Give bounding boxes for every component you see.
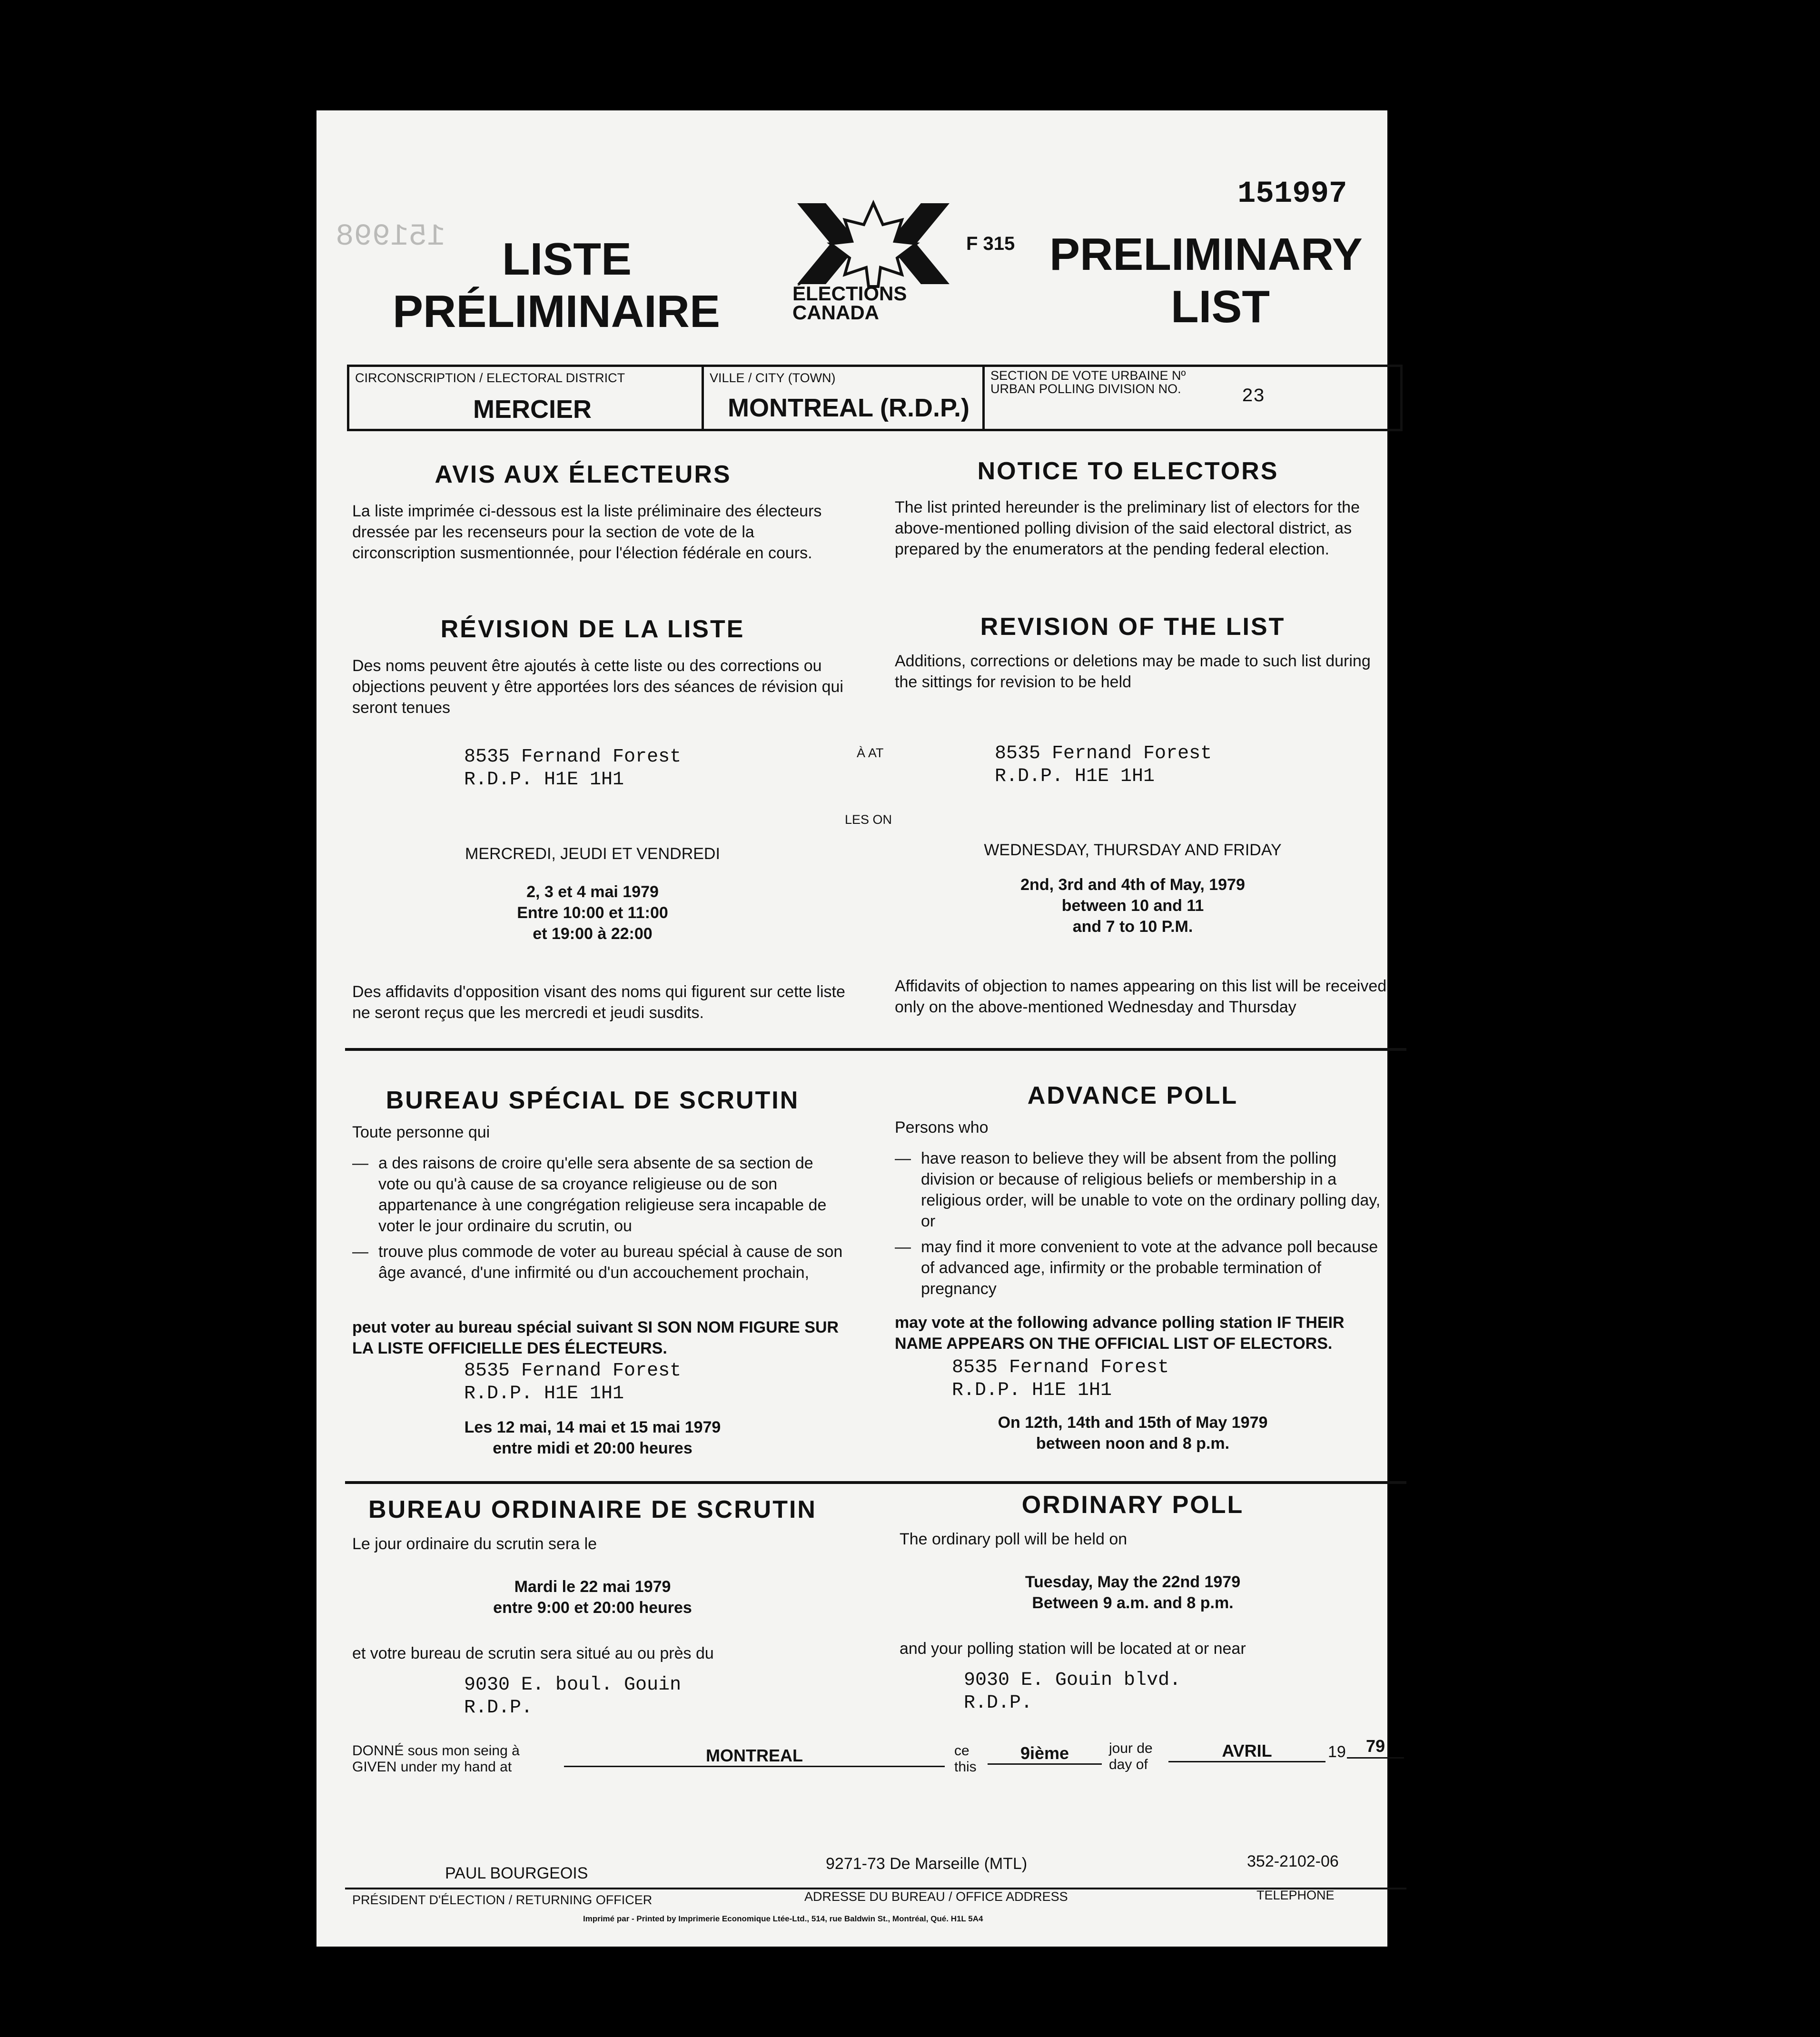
header-fields <box>347 365 1403 431</box>
city-cell <box>704 367 985 429</box>
revision-hours2-en: and 7 to 10 P.M. <box>1072 918 1193 936</box>
notice-heading-en: NOTICE TO ELECTORS <box>977 457 1279 485</box>
advance-item1-fr: — a des raisons de croire qu'elle sera absente de sa section de vote ou qu'à cause de sa croyance religieuse ou de son appartenance à une congrégation religieuse sera incapable de voter le jour ordinaire du scrutin, ou <box>352 1154 827 1235</box>
district-value: MERCIER <box>473 395 592 424</box>
office-label: ADRESSE DU BUREAU / OFFICE ADDRESS <box>804 1889 1068 1904</box>
division-cell <box>985 367 1400 429</box>
revision-text-en: Additions, corrections or deletions may be made to such list during the sittings for revision to be held <box>895 652 1371 691</box>
revision-hours2-fr: et 19:00 à 22:00 <box>533 925 653 943</box>
division-value: 23 <box>1242 386 1265 407</box>
day-line <box>988 1740 1102 1765</box>
jour-de-label: jour de <box>1109 1740 1153 1756</box>
advance-address-en-line2: R.D.P. H1E 1H1 <box>952 1380 1112 1401</box>
month-value: AVRIL <box>1222 1741 1272 1760</box>
ordinary-hours-fr: entre 9:00 et 20:00 heures <box>493 1599 692 1617</box>
affidavit-text-en: Affidavits of objection to names appearing on this list will be received only on the above-mentioned Wednesday and Thursday <box>895 977 1387 1016</box>
revision-dates-fr: 2, 3 et 4 mai 1979 <box>526 883 659 901</box>
ordinary-date-en: Tuesday, May the 22nd 1979 <box>1025 1573 1241 1591</box>
advance-item2-fr: — trouve plus commode de voter au bureau spécial à cause de son âge avancé, d'une infirmité ou d'un accouchement prochain, <box>352 1243 843 1282</box>
form-code: F 315 <box>966 233 1015 254</box>
officer-label: PRÉSIDENT D'ÉLECTION / RETURNING OFFICER <box>352 1893 653 1907</box>
day-value: 9ième <box>1020 1743 1069 1763</box>
revision-address-en-line2: R.D.P. H1E 1H1 <box>995 766 1155 787</box>
advance-hours-fr: entre midi et 20:00 heures <box>493 1439 692 1457</box>
notice-text-fr: La liste imprimée ci-dessous est la liste préliminaire des électeurs dressée par les recenseurs pour la section de vote de la circonscription susmentionnée, pour l'élection fédérale en cours. <box>352 502 822 562</box>
title-fr-line2: PRÉLIMINAIRE <box>393 286 721 337</box>
ordinary-address-en-line1: 9030 E. Gouin blvd. <box>964 1670 1181 1691</box>
advance-closing-fr: peut voter au bureau spécial suivant SI SON NOM FIGURE SUR LA LISTE OFFICIELLE DES ÉLECTEURS. <box>352 1318 839 1357</box>
maple-leaf-x-icon <box>788 198 959 289</box>
notice-text-en: The list printed hereunder is the preliminary list of electors for the above-mentioned polling division of the said electoral district, as prepared by the enumerators at the pending federal election. <box>895 498 1360 558</box>
document-page <box>317 110 1387 1947</box>
year-line <box>1347 1734 1404 1759</box>
ordinary-heading-en: ORDINARY POLL <box>1021 1491 1244 1519</box>
city-value: MONTREAL (R.D.P.) <box>728 394 970 422</box>
title-fr-line1: LISTE <box>502 234 632 285</box>
revision-address-en-line1: 8535 Fernand Forest <box>995 743 1212 764</box>
district-cell <box>349 367 704 429</box>
section-divider-2 <box>345 1481 1406 1484</box>
logo-line2: CANADA <box>792 301 879 324</box>
title-en-line1: PRELIMINARY <box>1049 229 1363 280</box>
ordinary-station-fr: et votre bureau de scrutin sera situé au ou près du <box>352 1644 714 1662</box>
advance-closing-en: may vote at the following advance polling station IF THEIR NAME APPEARS ON THE OFFICIAL LIST OF ELECTORS. <box>895 1314 1345 1353</box>
advance-address-fr-line2: R.D.P. H1E 1H1 <box>464 1383 624 1404</box>
revision-hours1-en: between 10 and 11 <box>1061 897 1204 915</box>
advance-hours-en: between noon and 8 p.m. <box>1036 1434 1230 1453</box>
year-value: 79 <box>1365 1736 1385 1756</box>
city-label: VILLE / CITY (TOWN) <box>710 371 836 385</box>
ordinary-intro-fr: Le jour ordinaire du scrutin sera le <box>352 1535 597 1553</box>
given-label-en: GIVEN under my hand at <box>352 1759 512 1775</box>
ordinary-date-fr: Mardi le 22 mai 1979 <box>514 1578 671 1596</box>
revision-heading-en: REVISION OF THE LIST <box>980 613 1286 641</box>
advance-dates-fr: Les 12 mai, 14 mai et 15 mai 1979 <box>464 1418 721 1436</box>
ordinary-intro-en: The ordinary poll will be held on <box>900 1530 1128 1548</box>
printer-credit: Imprimé par - Printed by Imprimerie Economique Ltée-Ltd., 514, rue Baldwin St., Montréal, Qué. H1L 5A4 <box>583 1914 983 1923</box>
revision-address-fr-line2: R.D.P. H1E 1H1 <box>464 769 624 791</box>
serial-number-ghost: 151998 <box>336 220 445 254</box>
serial-number: 151997 <box>1237 177 1347 211</box>
on-label: LES ON <box>845 812 892 827</box>
day-of-label: day of <box>1109 1757 1148 1772</box>
advance-dates-en: On 12th, 14th and 15th of May 1979 <box>998 1414 1268 1432</box>
revision-dates-en: 2nd, 3rd and 4th of May, 1979 <box>1020 876 1245 894</box>
at-label: À AT <box>857 746 884 760</box>
advance-heading-fr: BUREAU SPÉCIAL DE SCRUTIN <box>386 1087 800 1114</box>
advance-heading-en: ADVANCE POLL <box>1027 1082 1238 1109</box>
ordinary-address-en-line2: R.D.P. <box>964 1692 1033 1714</box>
notice-heading-fr: AVIS AUX ÉLECTEURS <box>435 461 732 488</box>
place-line <box>564 1743 945 1767</box>
ordinary-address-fr-line1: 9030 E. boul. Gouin <box>464 1674 682 1696</box>
elections-canada-logo <box>788 198 959 322</box>
ordinary-address-fr-line2: R.D.P. <box>464 1697 533 1719</box>
telephone-label: TELEPHONE <box>1256 1888 1335 1902</box>
ordinary-hours-en: Between 9 a.m. and 8 p.m. <box>1032 1594 1234 1612</box>
advance-intro-fr: Toute personne qui <box>352 1123 490 1141</box>
division-label-fr: SECTION DE VOTE URBAINE Nº <box>990 368 1186 383</box>
revision-heading-fr: RÉVISION DE LA LISTE <box>440 615 745 643</box>
revision-text-fr: Des noms peuvent être ajoutés à cette liste ou des corrections ou objections peuvent y être apportées lors des séances de révision qui seront tenues <box>352 657 843 717</box>
year-prefix: 19 <box>1328 1743 1346 1761</box>
district-label: CIRCONSCRIPTION / ELECTORAL DISTRICT <box>355 371 625 385</box>
division-label-en: URBAN POLLING DIVISION NO. <box>990 382 1181 396</box>
ordinary-heading-fr: BUREAU ORDINAIRE DE SCRUTIN <box>368 1496 817 1523</box>
revision-days-en: WEDNESDAY, THURSDAY AND FRIDAY <box>984 841 1282 859</box>
month-line <box>1168 1738 1325 1762</box>
officer-name: PAUL BOURGEOIS <box>445 1864 588 1882</box>
advance-address-en-line1: 8535 Fernand Forest <box>952 1357 1169 1378</box>
advance-address-fr-line1: 8535 Fernand Forest <box>464 1360 682 1382</box>
section-divider-1 <box>345 1048 1406 1051</box>
given-label-fr: DONNÉ sous mon seing à <box>352 1743 520 1759</box>
revision-days-fr: MERCREDI, JEUDI ET VENDREDI <box>465 845 720 863</box>
revision-address-fr-line1: 8535 Fernand Forest <box>464 746 682 768</box>
office-address: 9271-73 De Marseille (MTL) <box>826 1855 1028 1873</box>
ce-label: ce <box>954 1743 969 1759</box>
this-label: this <box>954 1759 977 1775</box>
title-en-line2: LIST <box>1171 281 1270 332</box>
place-value: MONTREAL <box>706 1746 803 1765</box>
advance-intro-en: Persons who <box>895 1118 989 1137</box>
ordinary-station-en: and your polling station will be located at or near <box>900 1640 1246 1658</box>
advance-item1-en: — have reason to believe they will be absent from the polling division or because of religious beliefs or membership in a religious order, will be unable to vote on the ordinary polling day, or <box>895 1149 1381 1230</box>
logo-line1: ÉLECTIONS <box>792 282 907 305</box>
advance-item2-en: — may find it more convenient to vote at the advance poll because of advanced age, infirmity or the probable termination of pregnancy <box>895 1238 1378 1298</box>
revision-hours1-fr: Entre 10:00 et 11:00 <box>517 904 668 922</box>
affidavit-text-fr: Des affidavits d'opposition visant des noms qui figurent sur cette liste ne seront reçus que les mercredi et jeudi susdits. <box>352 983 845 1022</box>
telephone-value: 352-2102-06 <box>1247 1852 1339 1870</box>
